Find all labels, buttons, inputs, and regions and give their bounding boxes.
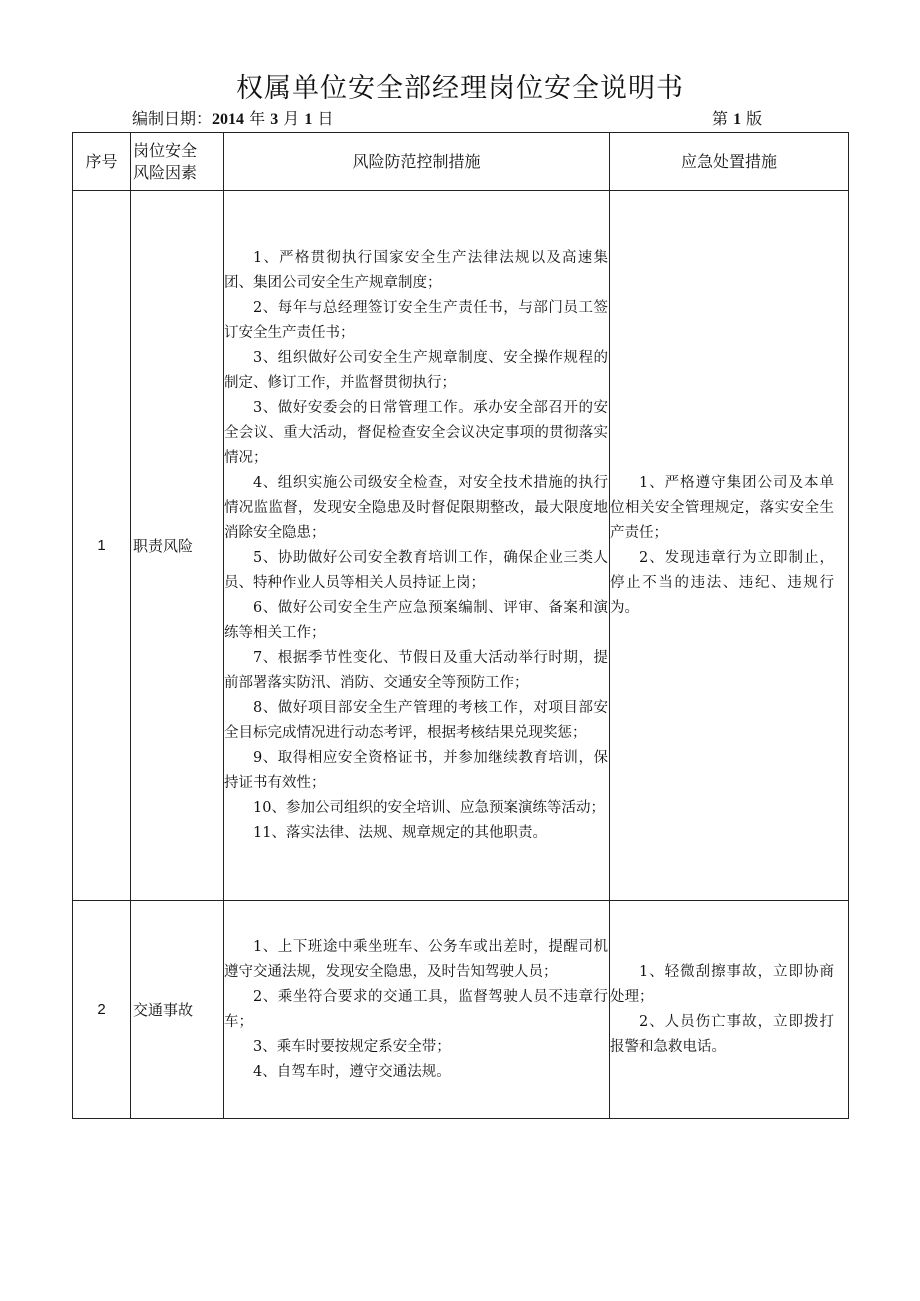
table-row <box>73 191 849 901</box>
header-risk-line2: 风险因素 <box>133 162 198 182</box>
row-number: 2 <box>73 901 131 1119</box>
row-emergency-measures <box>610 191 849 901</box>
version-prefix: 第 <box>712 109 734 128</box>
date-day: 1 <box>304 111 313 128</box>
version-label <box>712 108 762 131</box>
row-risk: 职责风险 <box>131 191 224 901</box>
control-item: 6、做好公司安全生产应急预案编制、评审、备案和演练等相关工作； <box>224 599 608 641</box>
control-item: 10、参加公司组织的安全培训、应急预案演练等活动； <box>253 799 605 816</box>
emergency-item: 1、轻微刮擦事故，立即协商处理； <box>610 963 834 1005</box>
control-item: 8、做好项目部安全生产管理的考核工作，对项目部安全目标完成情况进行动态考评，根据考核结果兑现奖惩； <box>224 699 608 741</box>
control-item: 11、落实法律、法规、规章规定的其他职责。 <box>253 824 547 841</box>
date-day-unit: 日 <box>312 109 334 128</box>
row-control-measures <box>224 901 610 1119</box>
control-item: 1、严格贯彻执行国家安全生产法律法规以及高速集团、集团公司安全生产规章制度； <box>224 249 608 291</box>
safety-table <box>72 132 849 1119</box>
table-row <box>73 901 849 1119</box>
version-number: 1 <box>733 111 742 128</box>
version-suffix: 版 <box>741 109 763 128</box>
header-no: 序号 <box>73 133 131 191</box>
control-item: 2、乘坐符合要求的交通工具，监督驾驶人员不违章行车； <box>224 988 608 1030</box>
control-item: 4、组织实施公司级安全检查，对安全技术措施的执行情况监监督，发现安全隐患及时督促限期整改，最大限度地消除安全隐患； <box>224 474 608 541</box>
control-item: 3、乘车时要按规定系安全带； <box>253 1038 451 1055</box>
header-risk <box>131 133 224 191</box>
emergency-item: 1、严格遵守集团公司及本单位相关安全管理规定，落实安全生产责任； <box>610 474 834 541</box>
control-item: 3、组织做好公司安全生产规章制度、安全操作规程的制定、修订工作，并监督贯彻执行； <box>224 349 608 391</box>
date-label: 编制日期： <box>132 109 213 128</box>
table-header-row <box>73 133 849 191</box>
date-year: 2014 <box>212 111 245 128</box>
control-item: 9、取得相应安全资格证书，并参加继续教育培训，保持证书有效性； <box>224 749 608 791</box>
compile-date <box>132 108 333 131</box>
control-item: 1、上下班途中乘坐班车、公务车或出差时，提醒司机遵守交通法规，发现安全隐患，及时告知驾驶人员； <box>224 938 608 980</box>
header-control: 风险防范控制措施 <box>224 133 610 191</box>
emergency-item: 2、人员伤亡事故，立即拨打报警和急救电话。 <box>610 1013 834 1055</box>
date-month-unit: 月 <box>278 109 305 128</box>
control-item: 2、每年与总经理签订安全生产责任书，与部门员工签订安全生产责任书； <box>224 299 608 341</box>
document-title: 权属单位安全部经理岗位安全说明书 <box>236 73 684 104</box>
row-number: 1 <box>73 191 131 901</box>
control-item: 4、自驾车时，遵守交通法规。 <box>253 1063 451 1080</box>
control-item: 7、根据季节性变化、节假日及重大活动举行时期，提前部署落实防汛、消防、交通安全等预防工作； <box>224 649 608 691</box>
row-control-measures <box>224 191 610 901</box>
control-item: 3、做好安委会的日常管理工作。承办安全部召开的安全会议、重大活动，督促检查安全会议决定事项的贯彻落实情况； <box>224 399 608 466</box>
date-year-unit: 年 <box>244 109 271 128</box>
row-emergency-measures <box>610 901 849 1119</box>
date-month: 3 <box>270 111 279 128</box>
row-risk: 交通事故 <box>131 901 224 1119</box>
header-emergency: 应急处置措施 <box>610 133 849 191</box>
header-risk-line1: 岗位安全 <box>133 140 198 160</box>
control-item: 5、协助做好公司安全教育培训工作，确保企业三类人员、特种作业人员等相关人员持证上岗； <box>224 549 608 591</box>
emergency-item: 2、发现违章行为立即制止，停止不当的违法、违纪、违规行为。 <box>610 549 834 616</box>
